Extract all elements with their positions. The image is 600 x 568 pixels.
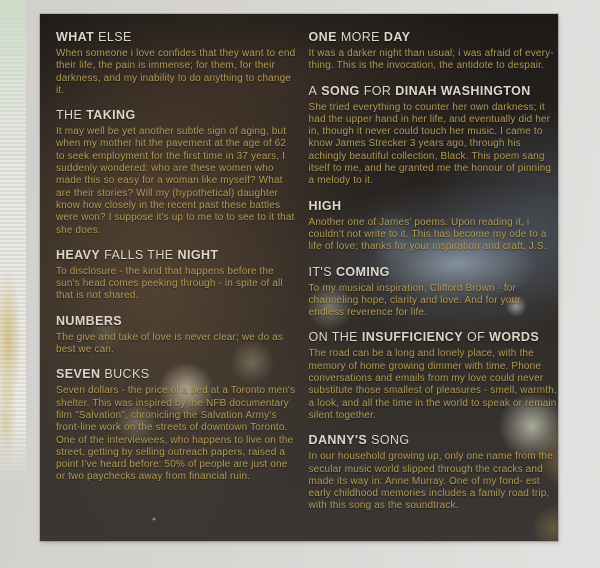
song-title — [56, 107, 298, 123]
song-note: Another one of James' poems. Upon reading it, i couldn't not write to it. This has become my ode to a life of love; thanks for your inspiration and craft, J.S. — [308, 216, 547, 253]
song-title-part: A — [308, 83, 318, 98]
song-note: When someone i love confides that they want to end their life, the pain is immense; for them, for their darkness, and my inability to do anything to change it. — [56, 48, 296, 96]
song-title-part: NUMBERS — [56, 313, 122, 328]
song-title-part: HEAVY — [56, 247, 101, 262]
song-note: The give and take of love is never clear; we do as best we can. — [56, 331, 284, 356]
right-column — [309, 29, 558, 541]
song-title — [309, 329, 558, 345]
fabric-edge — [0, 0, 26, 482]
song-title-part: ONE — [308, 30, 337, 44]
liner-note-section — [56, 29, 298, 97]
song-title-part: WHAT — [56, 30, 95, 44]
liner-note-section — [309, 83, 558, 188]
song-title-part: SONG — [321, 83, 360, 98]
liner-note-section — [56, 247, 298, 303]
song-title-part: ON THE — [308, 330, 358, 345]
song-note: In our household growing up, only one name from the secular music world slipped through the cracks and made its way in: Anne Murray. One of my fond- est early childhood memories includes a family road trip, with this song as the soundtrack. — [308, 451, 553, 512]
song-title-part: DANNY'S — [308, 433, 368, 448]
song-title-part: IT'S — [308, 264, 332, 279]
song-note: The road can be a long and lonely place, with the memory of home growing dimmer with time. Phone conversations and emails from my love could never substitute those smallest of pleasures - smell, warmth, a look, and all the time in the world to speak or remain silent together. — [308, 348, 557, 421]
song-note: Seven dollars - the price of a bed at a Toronto men's shelter. This was inspired by the NFB documentary film "Salvation", chronicling the Salvation Army's front-line work on the streets of downtown Toronto. One of the interviewees, who happens to live on the street, getting by selling outreach papers, raised a point I've heard before: 50% of people are just one or two paychecks away from financial ruin. — [56, 385, 296, 483]
song-title-part: DINAH WASHINGTON — [395, 83, 531, 98]
liner-note-section — [309, 432, 558, 512]
song-note: It may well be yet another subtle sign of aging, but when my mother hit the pavement at the age of 62 to seek employment for the first time in 37 years, I suddenly wondered: who are these women who made this so easy for a woman like myself? What are their stories? Will my (hypothetical) daughter know how closely in the recent past these battles were won? I suppose it's up to me to to see to it that she does. — [56, 126, 295, 236]
song-title — [56, 29, 298, 45]
song-title-part: FALLS THE — [104, 247, 174, 262]
song-note: It was a darker night than usual; i was afraid of every- thing. This is the invocation, the antidote to despair. — [308, 48, 554, 72]
song-title-part: SEVEN — [56, 367, 101, 382]
song-title-part: NIGHT — [177, 247, 219, 262]
liner-note-section — [309, 329, 558, 422]
song-note: She tried everything to counter her own darkness; it had the upper hand in her life, and eventually did her in, though it never could touch her music. I came to know James Strecker 3 years ago, through his achingly beautiful collection, Black. This poem sang itself to me, and he granted me the honour of pinning a melody to it. — [308, 101, 552, 187]
song-title-part: MORE — [340, 30, 380, 44]
song-title-part: DAY — [383, 30, 411, 44]
song-title — [56, 247, 298, 263]
liner-notes-panel — [40, 14, 558, 541]
liner-note-section — [56, 313, 298, 357]
song-title-part: WORDS — [489, 330, 540, 345]
song-title-part: BUCKS — [104, 367, 150, 382]
song-title — [309, 29, 558, 45]
song-note: To disclosure - the kind that happens before the sun's head comes peeking through - in spite of all that is not shared. — [56, 265, 283, 302]
song-title — [56, 313, 298, 329]
song-title-part: OF — [466, 330, 486, 345]
song-title — [56, 366, 298, 382]
song-title — [309, 198, 558, 214]
song-title — [309, 264, 558, 280]
song-title-part: THE — [56, 108, 83, 123]
song-title-part: SONG — [371, 433, 410, 448]
liner-note-section — [309, 198, 558, 254]
song-title — [309, 83, 558, 99]
song-title-part: FOR — [363, 83, 392, 98]
song-title-part: COMING — [335, 264, 390, 279]
liner-note-section — [56, 366, 298, 483]
left-column — [56, 29, 298, 541]
song-note: To my musical inspiration, Clifford Brown - for channeling hope, clarity and love. And for your endless reverence for life. — [308, 282, 521, 319]
liner-note-section — [309, 29, 558, 73]
song-title-part: INSUFFICIENCY — [361, 330, 463, 345]
song-title-part: HIGH — [308, 198, 342, 213]
liner-note-section — [56, 107, 298, 237]
liner-note-section — [309, 264, 558, 320]
song-title-part: ELSE — [98, 30, 132, 44]
song-title — [309, 432, 558, 448]
song-title-part: TAKING — [86, 108, 136, 123]
